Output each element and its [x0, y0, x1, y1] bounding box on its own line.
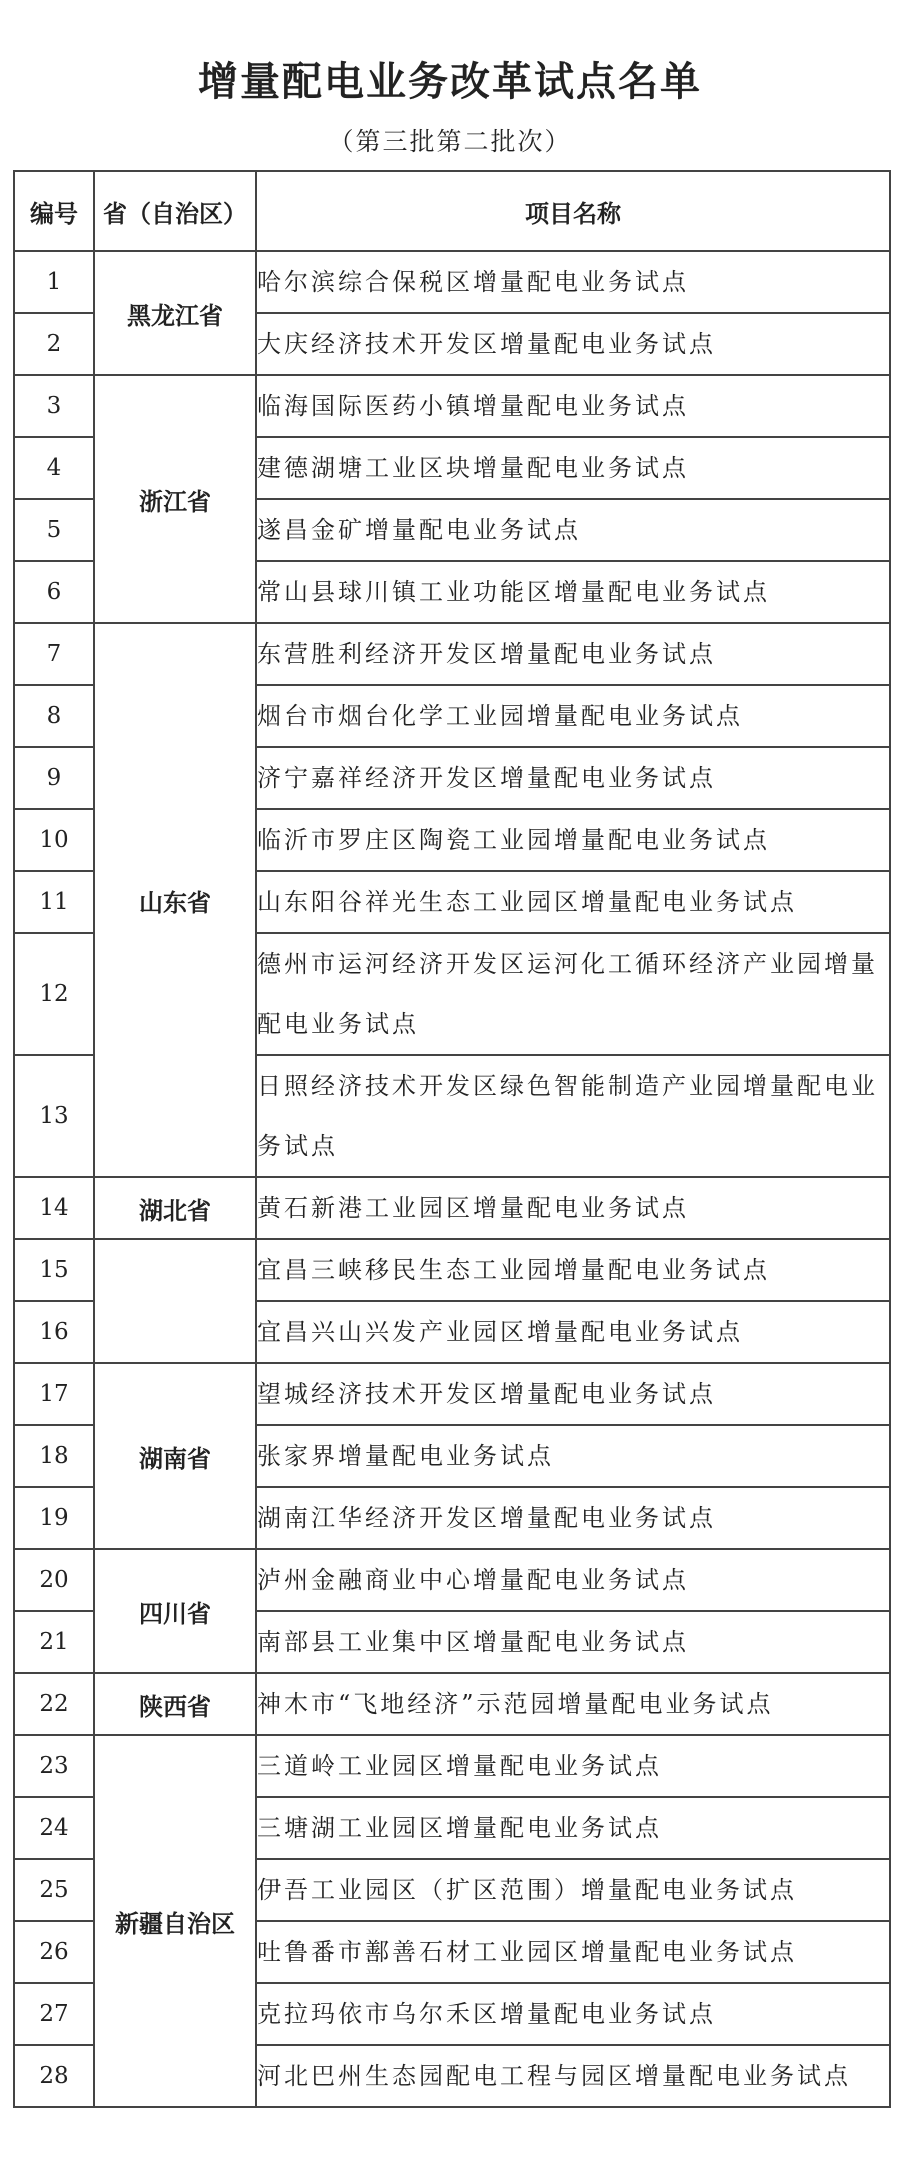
row-number: 23 — [14, 1735, 94, 1797]
table-row — [14, 1549, 890, 1611]
table-row — [14, 1363, 890, 1425]
row-number: 13 — [14, 1055, 94, 1177]
row-number: 5 — [14, 499, 94, 561]
row-number: 7 — [14, 623, 94, 685]
project-name: 宜昌三峡移民生态工业园增量配电业务试点 — [256, 1239, 890, 1301]
row-number: 28 — [14, 2045, 94, 2107]
project-name: 南部县工业集中区增量配电业务试点 — [256, 1611, 890, 1673]
row-number: 27 — [14, 1983, 94, 2045]
project-name: 临沂市罗庄区陶瓷工业园增量配电业务试点 — [256, 809, 890, 871]
project-name: 东营胜利经济开发区增量配电业务试点 — [256, 623, 890, 685]
project-name: 望城经济技术开发区增量配电业务试点 — [256, 1363, 890, 1425]
project-name: 济宁嘉祥经济开发区增量配电业务试点 — [256, 747, 890, 809]
row-number: 17 — [14, 1363, 94, 1425]
project-name: 日照经济技术开发区绿色智能制造产业园增量配电业务试点 — [256, 1055, 890, 1177]
table-row — [14, 1177, 890, 1239]
row-number: 21 — [14, 1611, 94, 1673]
header-project-name: 项目名称 — [256, 171, 890, 251]
header-province: 省（自治区） — [94, 171, 256, 251]
project-name: 德州市运河经济开发区运河化工循环经济产业园增量配电业务试点 — [256, 933, 890, 1055]
row-number: 22 — [14, 1673, 94, 1735]
table-row — [14, 1239, 890, 1301]
table-row — [14, 251, 890, 313]
row-number: 9 — [14, 747, 94, 809]
row-number: 8 — [14, 685, 94, 747]
row-number: 16 — [14, 1301, 94, 1363]
row-number: 1 — [14, 251, 94, 313]
project-name: 张家界增量配电业务试点 — [256, 1425, 890, 1487]
table-body — [14, 251, 890, 2107]
row-number: 2 — [14, 313, 94, 375]
province-cell: 新疆自治区 — [94, 1735, 256, 2107]
table-header-row — [14, 171, 890, 251]
row-number: 3 — [14, 375, 94, 437]
document-title: 增量配电业务改革试点名单 — [198, 59, 702, 105]
province-cell: 黑龙江省 — [94, 251, 256, 375]
table-row — [14, 1735, 890, 1797]
row-number: 25 — [14, 1859, 94, 1921]
province-cell: 湖南省 — [94, 1363, 256, 1549]
pilot-list-table — [13, 170, 891, 2108]
project-name: 克拉玛依市乌尔禾区增量配电业务试点 — [256, 1983, 890, 2045]
project-name: 神木市“飞地经济”示范园增量配电业务试点 — [256, 1673, 890, 1735]
row-number: 4 — [14, 437, 94, 499]
row-number: 15 — [14, 1239, 94, 1301]
row-number: 26 — [14, 1921, 94, 1983]
project-name: 临海国际医药小镇增量配电业务试点 — [256, 375, 890, 437]
table-row — [14, 623, 890, 685]
table-row — [14, 1673, 890, 1735]
province-cell: 山东省 — [94, 623, 256, 1177]
project-name: 伊吾工业园区（扩区范围）增量配电业务试点 — [256, 1859, 890, 1921]
province-cell: 四川省 — [94, 1549, 256, 1673]
project-name: 山东阳谷祥光生态工业园区增量配电业务试点 — [256, 871, 890, 933]
project-name: 建德湖塘工业区块增量配电业务试点 — [256, 437, 890, 499]
project-name: 湖南江华经济开发区增量配电业务试点 — [256, 1487, 890, 1549]
project-name: 吐鲁番市鄯善石材工业园区增量配电业务试点 — [256, 1921, 890, 1983]
province-cell: 陕西省 — [94, 1673, 256, 1735]
project-name: 哈尔滨综合保税区增量配电业务试点 — [256, 251, 890, 313]
row-number: 11 — [14, 871, 94, 933]
row-number: 10 — [14, 809, 94, 871]
province-cell: 湖北省 — [94, 1177, 256, 1239]
project-name: 河北巴州生态园配电工程与园区增量配电业务试点 — [256, 2045, 890, 2107]
row-number: 6 — [14, 561, 94, 623]
project-name: 三道岭工业园区增量配电业务试点 — [256, 1735, 890, 1797]
project-name: 泸州金融商业中心增量配电业务试点 — [256, 1549, 890, 1611]
row-number: 12 — [14, 933, 94, 1055]
row-number: 14 — [14, 1177, 94, 1239]
table-row — [14, 375, 890, 437]
project-name: 遂昌金矿增量配电业务试点 — [256, 499, 890, 561]
row-number: 24 — [14, 1797, 94, 1859]
province-cell: 浙江省 — [94, 375, 256, 623]
project-name: 黄石新港工业园区增量配电业务试点 — [256, 1177, 890, 1239]
row-number: 19 — [14, 1487, 94, 1549]
row-number: 18 — [14, 1425, 94, 1487]
project-name: 三塘湖工业园区增量配电业务试点 — [256, 1797, 890, 1859]
header-number: 编号 — [14, 171, 94, 251]
row-number: 20 — [14, 1549, 94, 1611]
document-subtitle: （第三批第二批次） — [328, 127, 572, 156]
project-name: 大庆经济技术开发区增量配电业务试点 — [256, 313, 890, 375]
project-name: 宜昌兴山兴发产业园区增量配电业务试点 — [256, 1301, 890, 1363]
province-cell — [94, 1239, 256, 1363]
project-name: 烟台市烟台化学工业园增量配电业务试点 — [256, 685, 890, 747]
project-name: 常山县球川镇工业功能区增量配电业务试点 — [256, 561, 890, 623]
